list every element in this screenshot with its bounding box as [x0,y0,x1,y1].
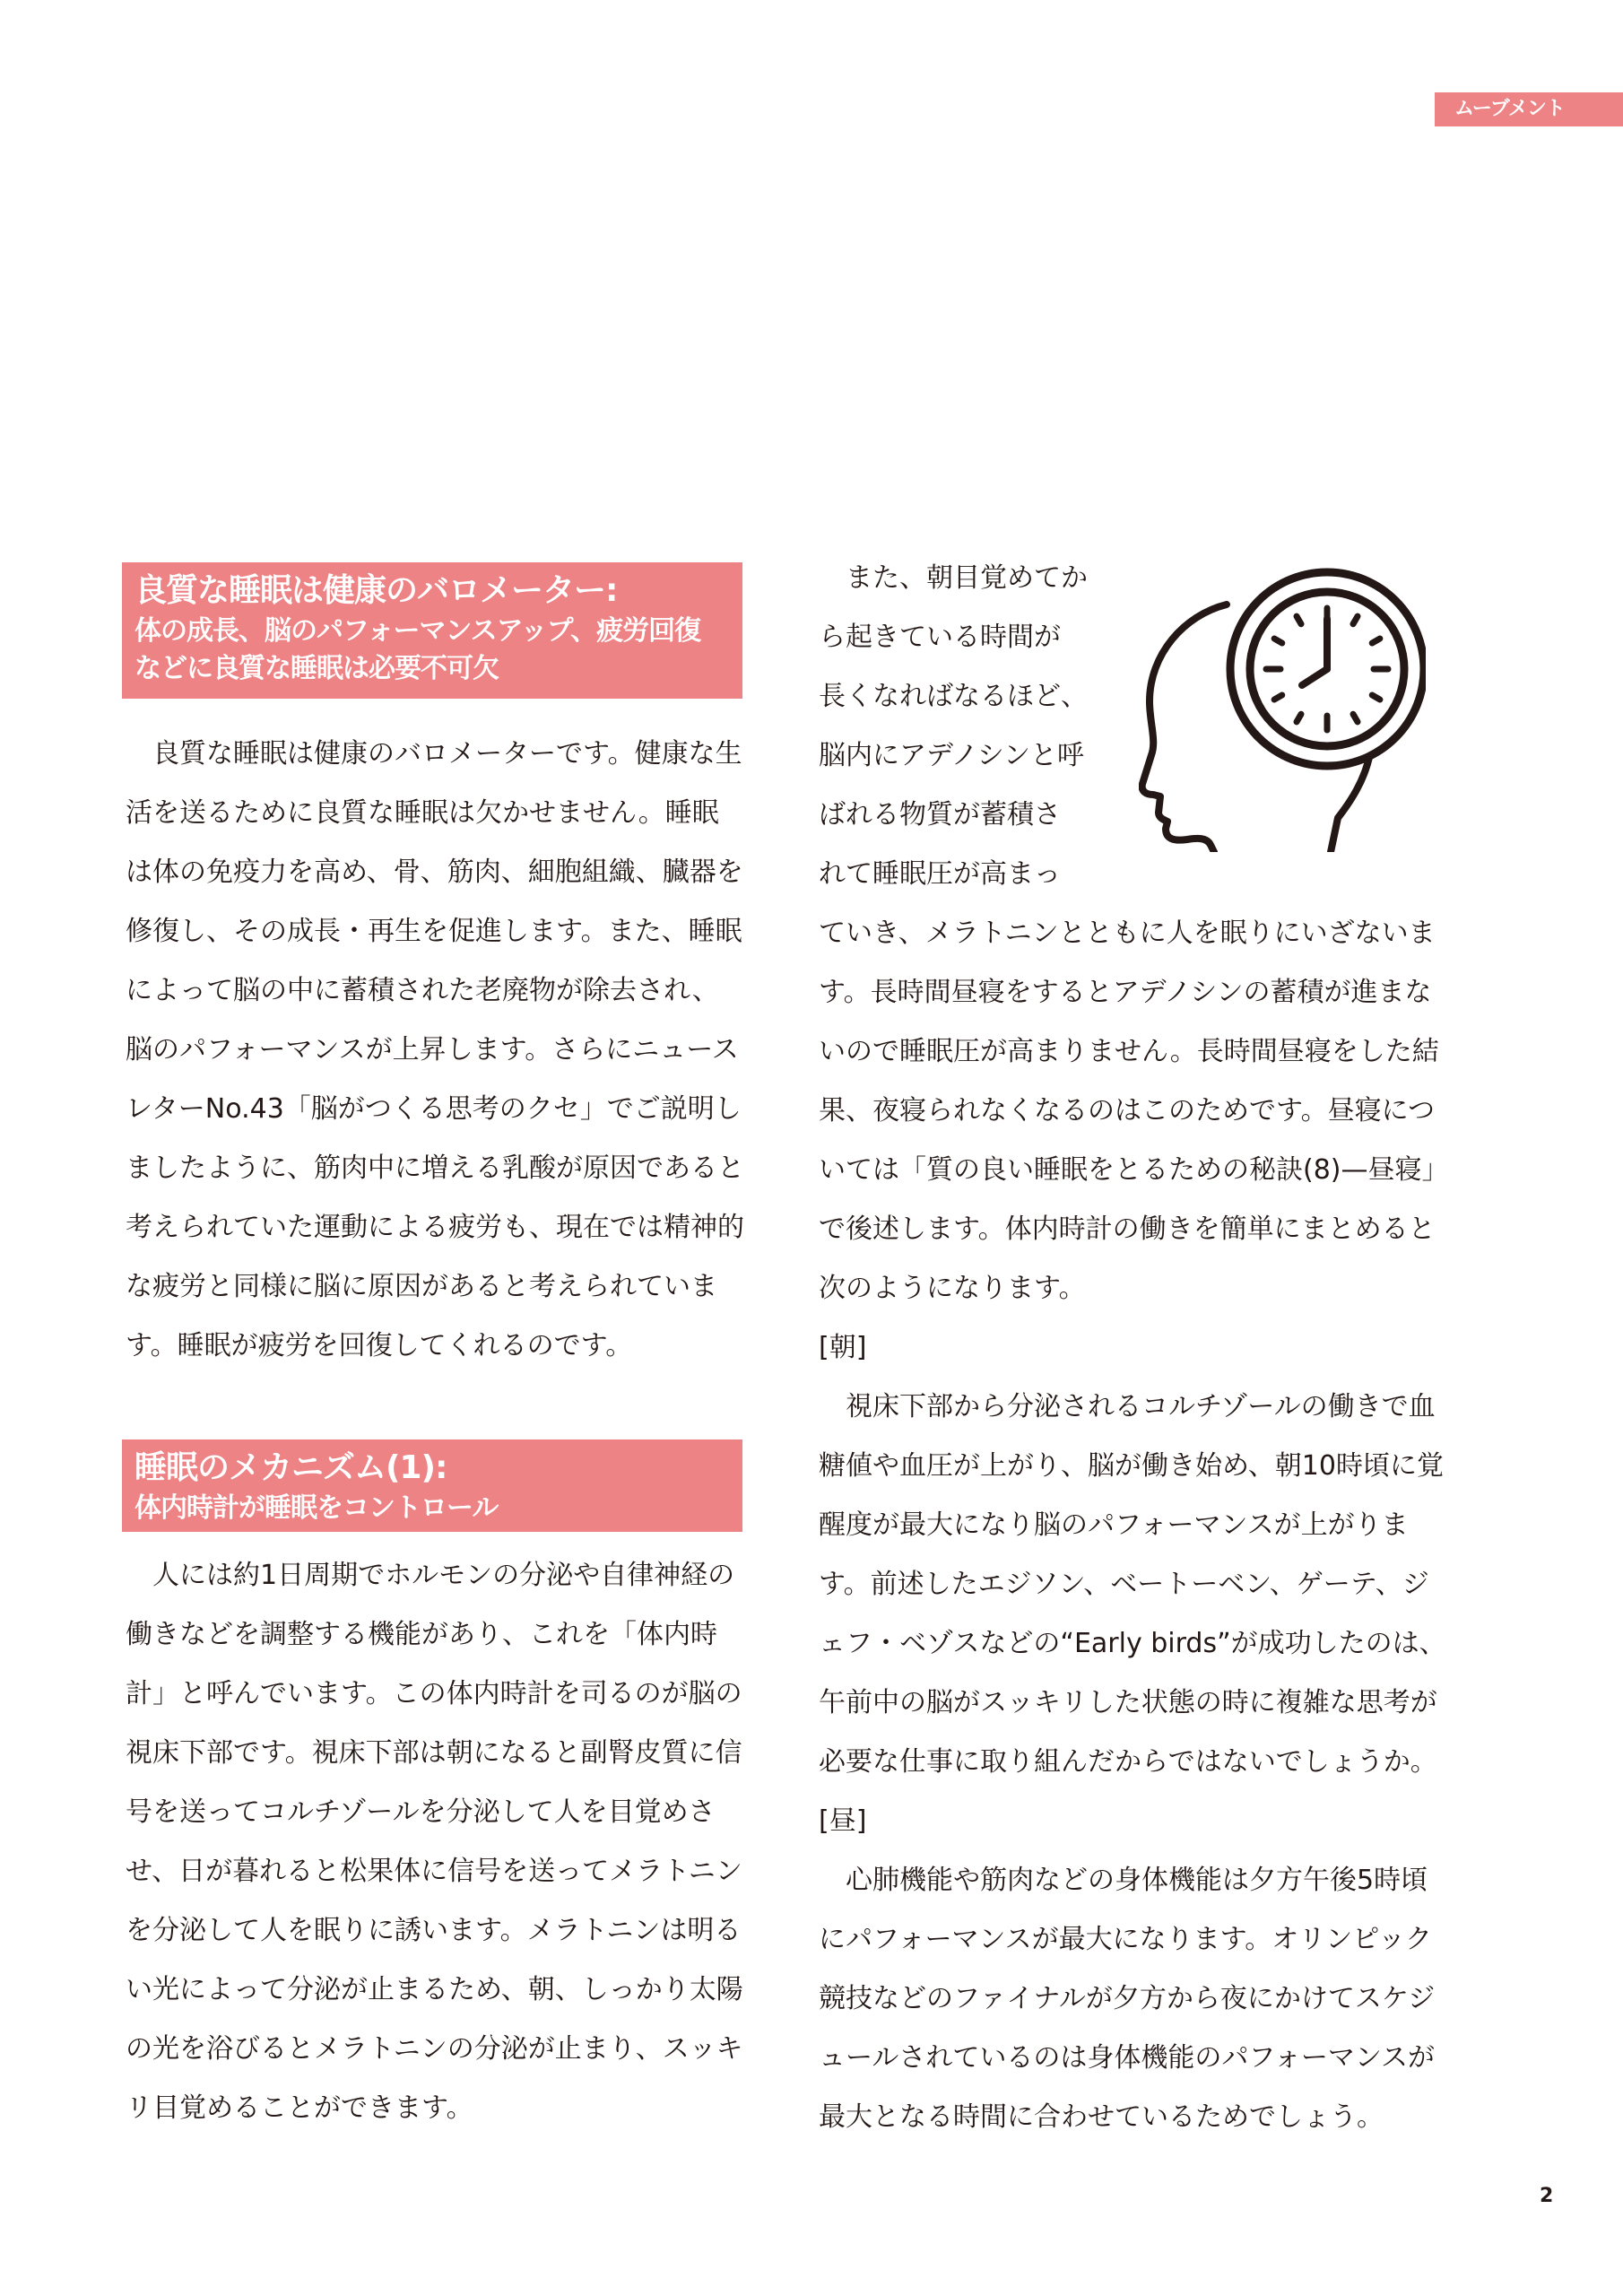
clock-tick [1274,695,1282,700]
page-number: 2 [1540,2185,1554,2207]
clock-tick [1353,714,1358,722]
section-heading-sleep-barometer [122,562,742,699]
paragraph: 心肺機能や筋肉などの身体機能は夕方午後5時頃にパフォーマンスが最大になります。オリンピック競技などのファイナルが夕方から夜にかけてスケジュールされているのは身体機能のパフォーマンスが最大となる時間に合わせているためでしょう。 [819,1865,1436,2133]
subsection-label-morning: [朝] [819,1332,867,1363]
heading-subtitle-line2: などに良質な睡眠は必要不可欠 [135,653,499,684]
clock-tick [1372,695,1380,700]
wrap-line: ら起きている時間が [819,622,1061,653]
right-wrap-text [819,549,1124,904]
left-body-1 [126,725,744,1376]
heading-subtitle: 体内時計が睡眠をコントロール [135,1492,499,1524]
paragraph: ていき、メラトニンとともに人を眠りにいざないます。長時間昼寝をするとアデノシンの蓄積が進まないので睡眠圧が高まりません。長時間昼寝をした結果、夜寝られなくなるのはこのためです。昼寝については「質の良い睡眠をとるための秘訣(8)—昼寝」で後述します。体内時計の働きを簡単にまとめると次のようになります。 [819,918,1439,1304]
heading-title: 睡眠のメカニズム(1): [135,1449,447,1486]
left-body-2 [126,1546,744,2138]
wrap-line: ばれる物質が蓄積さ [819,799,1061,831]
head-with-clock-icon [1139,565,1426,852]
section-heading-sleep-mechanism [122,1439,742,1532]
heading-title: 良質な睡眠は健康のバロメーター: [135,572,618,609]
clock-tick [1372,639,1380,643]
wrap-line: 脳内にアデノシンと呼 [819,740,1084,771]
wrap-line: 長くなればなるほど、 [819,681,1088,712]
clock-tick [1297,714,1301,722]
wrap-line: れて睡眠圧が高まっ [819,858,1061,890]
subsection-label-noon: [昼] [819,1805,867,1837]
right-body-1 [819,904,1446,2147]
clock-tick [1274,639,1282,643]
wrap-line: また、朝目覚めてか [846,562,1088,594]
paragraph: 良質な睡眠は健康のバロメーターです。健康な生活を送るために良質な睡眠は欠かせません。睡眠は体の免疫力を高め、骨、筋肉、細胞組織、臓器を修復し、その成長・再生を促進します。また、睡眠によって脳の中に蓄積された老廃物が除去され、脳のパフォーマンスが上昇します。さらにニュースレターNo.43「脳がつくる思考のクセ」でご説明しましたように、筋肉中に増える乳酸が原因であると考えられていた運動による疲労も、現在では精神的な疲労と同様に脳に原因があると考えられています。睡眠が疲労を回復してくれるのです。 [126,738,744,1361]
paragraph: 視床下部から分泌されるコルチゾールの働きで血糖値や血圧が上がり、脳が働き始め、朝10時頃に覚醒度が最大になり脳のパフォーマンスが上がります。前述したエジソン、ベートーベン、ゲーテ、ジェフ・ベゾスなどの“Early birds”が成功したのは、午前中の脳がスッキリした状態の時に複雑な思考が必要な仕事に取り組んだからではないでしょうか。 [819,1391,1446,1778]
paragraph: 人には約1日周期でホルモンの分泌や自律神経の働きなどを調整する機能があり、これを「体内時計」と呼んでいます。この体内時計を司るのが脳の視床下部です。視床下部は朝になると副腎皮質に信号を送ってコルチゾールを分泌して人を目覚めさせ、日が暮れると松果体に信号を送ってメラトニンを分泌して人を眠りに誘います。メラトニンは明るい光によって分泌が止まるため、朝、しっかり太陽の光を浴びるとメラトニンの分泌が止まり、スッキリ目覚めることができます。 [126,1560,743,2124]
section-tab: ムーブメント [1435,92,1623,126]
clock-tick [1297,616,1301,624]
heading-subtitle-line1: 体の成長、脳のパフォーマンスアップ、疲労回復 [135,615,701,647]
clock-tick [1353,616,1358,624]
